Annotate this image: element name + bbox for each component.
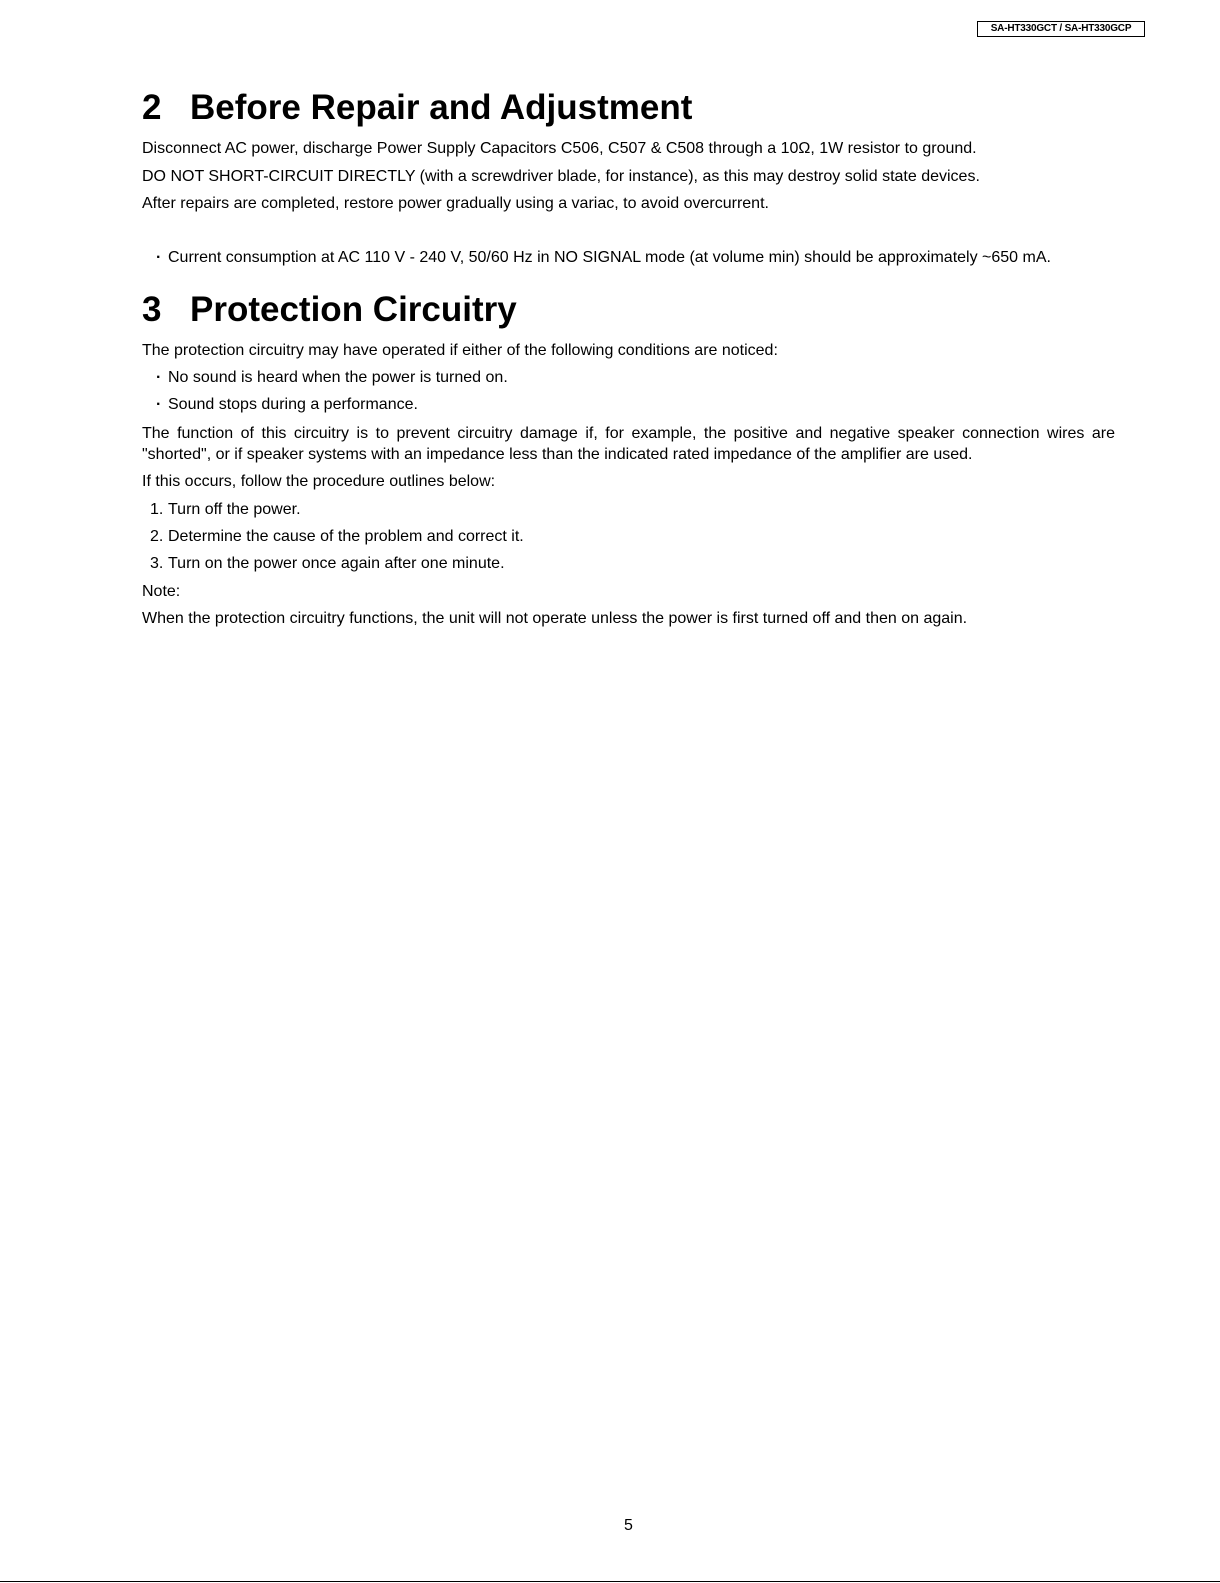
step-text: Turn off the power. bbox=[168, 501, 301, 518]
section-3-heading bbox=[142, 290, 517, 330]
note-text: When the protection circuitry functions, the unit will not operate unless the power is first turned off and then on again. bbox=[142, 610, 968, 627]
section-3-function-paragraph: The function of this circuitry is to prevent circuitry damage if, for example, the positive and negative speaker connection wires are "shorted", or if speaker systems with an impedance less than the indicated rated impedance of the amplifier are used. bbox=[142, 425, 1115, 463]
section-3-bullet-2 bbox=[156, 394, 418, 415]
note-label: Note: bbox=[142, 583, 181, 600]
section-3-bullet-1-text: No sound is heard when the power is turned on. bbox=[168, 369, 508, 386]
section-2-line-1: Disconnect AC power, discharge Power Supply Capacitors C506, C507 & C508 through a 10Ω, 1W resistor to ground. bbox=[142, 140, 977, 157]
section-2-bullet bbox=[156, 247, 1051, 268]
procedure-step-2 bbox=[150, 526, 524, 547]
procedure-step-3 bbox=[150, 553, 505, 574]
section-3-procedure-intro: If this occurs, follow the procedure outlines below: bbox=[142, 473, 496, 490]
model-number-box: SA-HT330GCT / SA-HT330GCP bbox=[977, 21, 1145, 37]
bullet-dot: · bbox=[156, 249, 162, 266]
bullet-dot: · bbox=[156, 396, 162, 413]
step-text: Turn on the power once again after one minute. bbox=[168, 555, 505, 572]
section-2-heading bbox=[142, 88, 692, 128]
page-number: 5 bbox=[624, 1517, 633, 1534]
section-3-bullet-2-text: Sound stops during a performance. bbox=[168, 396, 418, 413]
section-2-line-3: After repairs are completed, restore power gradually using a variac, to avoid overcurrent. bbox=[142, 195, 769, 212]
section-3-bullet-1 bbox=[156, 367, 508, 388]
section-2-bullet-text: Current consumption at AC 110 V - 240 V, 50/60 Hz in NO SIGNAL mode (at volume min) should be approximately ~650 mA. bbox=[168, 249, 1051, 266]
bottom-divider bbox=[0, 1581, 1220, 1582]
section-2-number: 2 bbox=[142, 88, 162, 127]
section-2-line-2: DO NOT SHORT-CIRCUIT DIRECTLY (with a screwdriver blade, for instance), as this may destroy solid state devices. bbox=[142, 168, 980, 185]
section-2-title: Before Repair and Adjustment bbox=[190, 88, 693, 127]
step-number: 3. bbox=[150, 555, 164, 572]
step-number: 2. bbox=[150, 528, 164, 545]
section-3-title: Protection Circuitry bbox=[190, 290, 517, 329]
step-number: 1. bbox=[150, 501, 164, 518]
bullet-dot: · bbox=[156, 369, 162, 386]
procedure-step-1 bbox=[150, 499, 301, 520]
section-3-intro: The protection circuitry may have operated if either of the following conditions are noticed: bbox=[142, 342, 778, 359]
section-3-number: 3 bbox=[142, 290, 162, 329]
step-text: Determine the cause of the problem and correct it. bbox=[168, 528, 524, 545]
